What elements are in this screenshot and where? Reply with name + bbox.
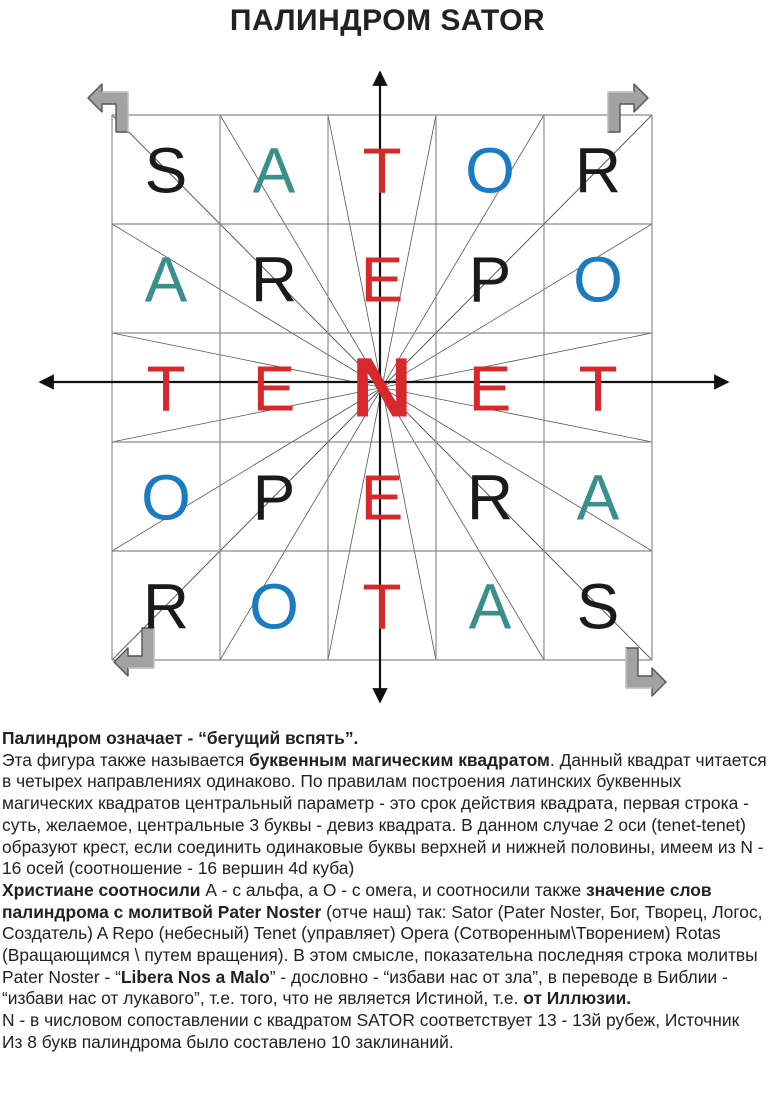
text-run: Из 8 букв палиндрома было составлено 10 заклинаний. <box>2 1031 454 1052</box>
paragraph <box>2 728 774 750</box>
square-letter-4-2: P <box>252 461 296 534</box>
text-run: А - с альфа, а О - с омега, и соотносили также <box>200 879 586 900</box>
paragraph <box>2 1032 774 1054</box>
square-letter-4-1: O <box>141 461 191 534</box>
letter-grid <box>141 135 623 643</box>
bold-text: буквенным магическим квадратом <box>249 749 550 770</box>
square-letter-1-5: R <box>574 134 622 207</box>
square-letter-3-3: N <box>351 340 413 435</box>
page-title: ПАЛИНДРОМ SATOR <box>229 4 546 37</box>
square-letter-2-3: E <box>360 243 404 316</box>
square-letter-1-2: A <box>252 134 296 207</box>
bold-text: Христиане соотносили <box>2 879 201 900</box>
paragraph <box>2 1010 774 1032</box>
square-letter-4-3: E <box>360 461 404 534</box>
description-text <box>2 728 774 1054</box>
paragraph <box>2 880 774 1010</box>
text-run: (отче наш) так: Sator (Pater Noster, Бог, Творец, Логос, Создатель) A Repo (небесный) Tenet (управляет) Opera (Сотворенным\Творением) Rotas (Вращающимся \ путем вращения). В этом смысле, показательна последняя строка молитвы Pater Noster - “ <box>2 901 763 987</box>
square-letter-2-2: R <box>250 243 298 316</box>
square-letter-5-2: O <box>249 570 299 643</box>
square-letter-1-3: T <box>362 134 402 207</box>
square-letter-3-2: E <box>252 352 296 425</box>
text-run: N - в числовом сопоставлении с квадратом SATOR соответствует 13 - 13й рубеж, Источник <box>2 1010 740 1031</box>
bold-text: от Иллюзии. <box>523 988 632 1009</box>
paragraph <box>2 750 774 880</box>
square-letter-2-1: A <box>144 243 188 316</box>
square-letter-3-5: T <box>578 352 618 425</box>
square-letter-3-1: T <box>146 352 186 425</box>
bold-text: Libera Nos a Malo <box>120 966 270 987</box>
square-letter-5-1: R <box>142 570 190 643</box>
square-letter-3-4: E <box>468 352 512 425</box>
text-run: ” - дословно - “избави нас от зла”, в переводе в Библии - “избави нас от лукавого”, т.е. того, что не является Истиной, т.е. <box>2 966 728 1009</box>
square-letter-4-4: R <box>466 461 514 534</box>
square-letter-5-5: S <box>576 570 620 643</box>
square-letter-5-3: T <box>362 570 402 643</box>
corner-arrow-top-left <box>88 84 128 132</box>
text-run: Эта фигура также называется <box>2 749 250 770</box>
square-letter-1-4: O <box>465 134 515 207</box>
square-letter-2-5: O <box>573 243 623 316</box>
corner-arrow-bottom-right <box>626 648 666 696</box>
bold-text: значение слов палиндрома с молитвой Pater Noster <box>2 879 712 922</box>
square-letter-4-5: A <box>576 461 620 534</box>
bold-text: Палиндром означает - “бегущий вспять”. <box>2 728 359 748</box>
square-letter-1-1: S <box>144 134 188 207</box>
text-run: . Данный квадрат читается в четырех направлениях одинаково. По правилам построения латинских буквенных магических квадратов центральный параметр - это срок действия квадрата, первая строка - суть, желаемое, центральные 3 буквы - девиз квадрата. В данном случае 2 оси (tenet-tenet) образуют крест, если соединить одинаковые буквы верхней и нижней половины, имеем из N - 16 осей (соотношение - 16 вершин 4d куба) <box>2 749 767 879</box>
square-letter-5-4: A <box>468 570 512 643</box>
square-letter-2-4: P <box>468 243 512 316</box>
